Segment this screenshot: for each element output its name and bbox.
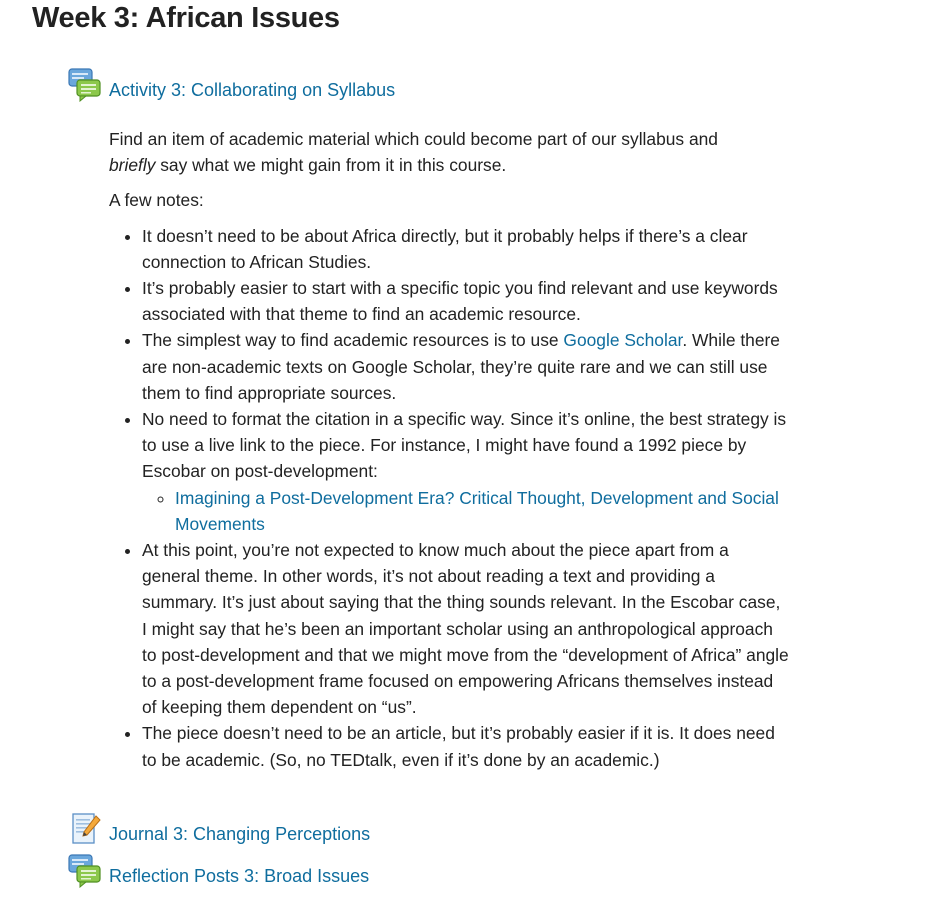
journal-icon <box>68 812 102 846</box>
sub-list <box>142 485 789 537</box>
section-title: Week 3: African Issues <box>32 2 340 34</box>
activity-journal-link[interactable]: Journal 3: Changing Perceptions <box>109 823 371 844</box>
intro-emphasis: briefly <box>109 155 156 176</box>
activity-description <box>109 126 789 773</box>
google-scholar-link[interactable]: Google Scholar <box>563 330 683 351</box>
notes-heading: A few notes: <box>109 190 204 211</box>
bullet-text: The simplest way to find academic resources is to use <box>142 330 564 351</box>
activity-forum[interactable] <box>68 68 395 102</box>
list-item: • At this point, you’re not expected to know much about the piece apart from a general theme. In other words, it’s not about reading a text and providing a summary. It’s just about saying that the thing sounds relevant. In the Escobar case, I might say that he’s been an important scholar using an anthropological approach to post-development and that we might move from the “development of Africa” angle to a post-development frame focused on empowering Africans themselves instead of keeping them dependent on “us”. <box>142 537 789 720</box>
activity-reflection[interactable] <box>68 854 369 888</box>
list-item: • It doesn’t need to be about Africa directly, but it probably helps if there’s a clear connection to African Studies. <box>142 223 789 275</box>
notes-list <box>109 223 789 773</box>
list-item <box>142 406 789 537</box>
activity-forum-link[interactable]: Activity 3: Collaborating on Syllabus <box>109 79 396 100</box>
bullet-text: No need to format the citation in a specific way. Since it’s online, the best strategy is to use a live link to the piece. For instance, I might have found a 1992 piece by Escobar on post-development: <box>142 409 787 482</box>
intro-text-2: say what we might gain from it in this course. <box>155 155 507 176</box>
forum-icon <box>68 854 102 888</box>
list-item <box>142 327 789 406</box>
forum-icon <box>68 68 102 102</box>
list-item: • The piece doesn’t need to be an article, but it’s probably easier if it is. It does need to be academic. (So, no TEDtalk, even if it’s done by an academic.) <box>142 720 789 772</box>
list-item: • It’s probably easier to start with a specific topic you find relevant and use keywords associated with that theme to find an academic resource. <box>142 275 789 327</box>
bullet-text: . While there are non-academic texts on Google Scholar, they’re quite rare and we can still use them to find appropriate sources. <box>142 330 780 403</box>
activity-reflection-link[interactable]: Reflection Posts 3: Broad Issues <box>109 865 370 886</box>
sub-list-item <box>175 485 789 537</box>
escobar-article-link[interactable]: Imagining a Post-Development Era? Critical Thought, Development and Social Movements <box>175 487 779 534</box>
intro-text: Find an item of academic material which could become part of our syllabus and <box>109 129 718 149</box>
activity-journal[interactable] <box>68 812 370 846</box>
intro-paragraph <box>109 126 789 178</box>
